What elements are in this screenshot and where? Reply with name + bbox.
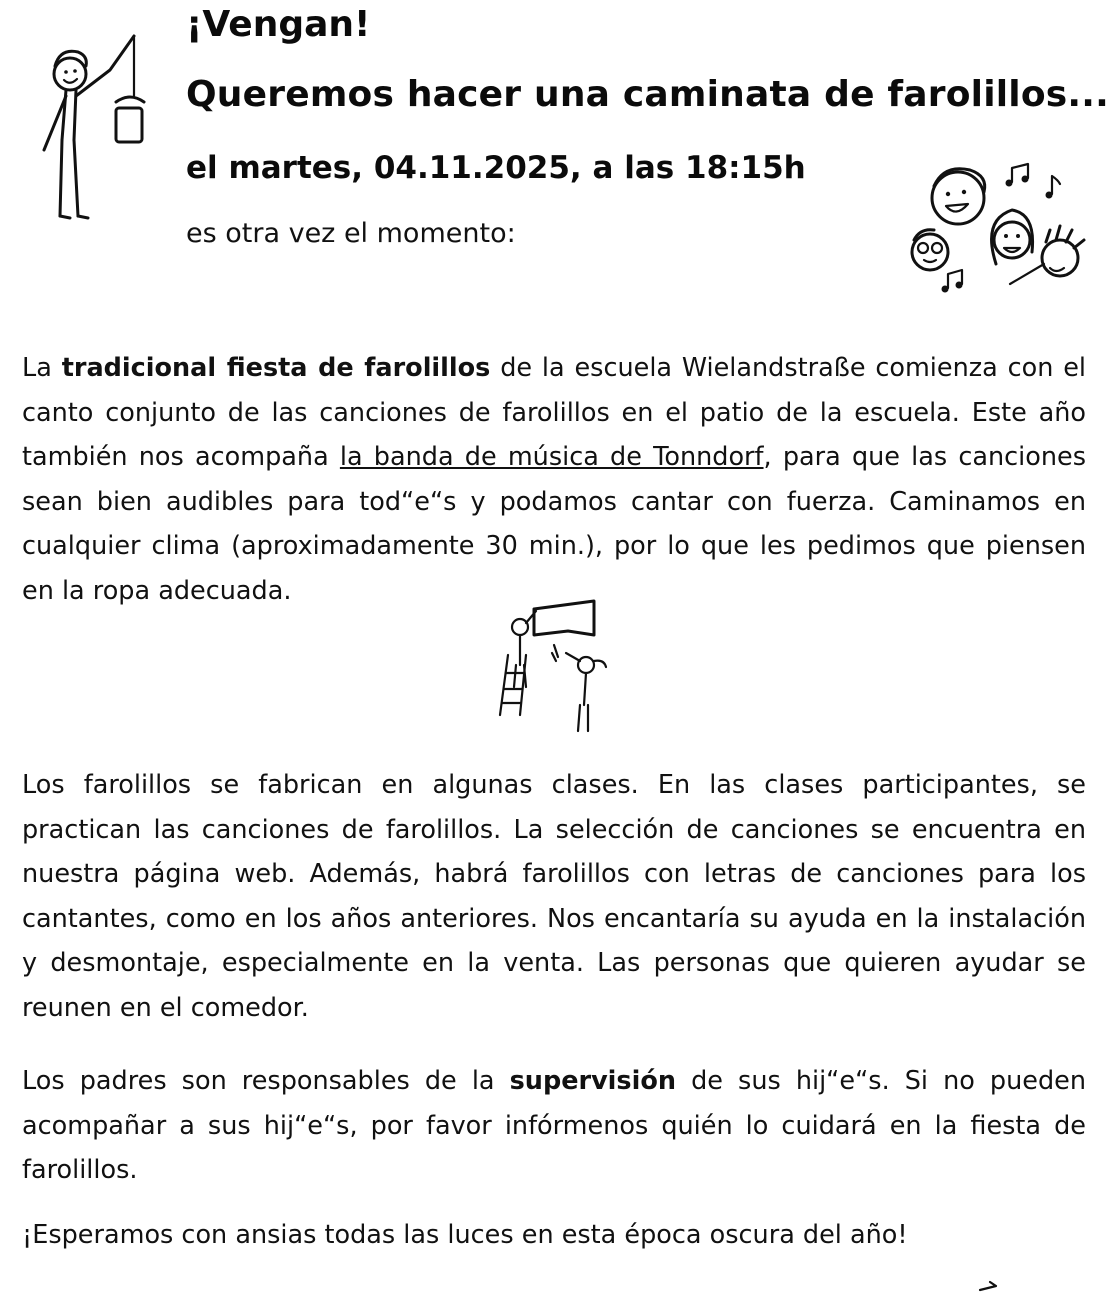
- supervision-text-a: Los padres son responsables de la: [22, 1066, 510, 1096]
- event-date: el martes, 04.11.2025, a las 18:15h: [186, 150, 806, 186]
- paragraph-supervision: [22, 1059, 1086, 1193]
- page-title: Queremos hacer una caminata de farolillos...: [186, 74, 1110, 115]
- singing-children-icon: [900, 160, 1095, 300]
- greeting-heading: ¡Vengan!: [186, 4, 371, 45]
- paragraph-lanterns: Los farolillos se fabrican en algunas clases. En las clases participantes, se practican las canciones de farolillos. La selección de canciones se encuentra en nuestra página web. Además, habrá farolillos con letras de canciones para los cantantes, como en los años anteriores. Nos encantaría su ayuda en la instalación y desmontaje, especialmente en la venta. Las personas que quieren ayudar se reunen en el comedor.: [22, 770, 1086, 1023]
- closing-line: ¡Esperamos con ansias todas las luces en esta época oscura del año!: [22, 1220, 908, 1250]
- arrow-right-icon: [978, 1282, 1018, 1294]
- lantern-man-icon: [30, 30, 150, 230]
- band-link[interactable]: la banda de música de Tonndorf: [339, 442, 764, 472]
- bold-supervision: supervisión: [509, 1066, 677, 1096]
- supervision-text-b: de sus hij“e“s. Si no pueden acompañar a sus hij“e“s, por favor infórmenos quién lo cuidará en la fiesta de farolillos.: [22, 1066, 1086, 1185]
- intro-text-b: , para que las canciones sean bien audibles para tod“e“s y podamos cantar con fuerza. Caminamos en cualquier clima (aproximadamente 30 min.), por lo que les pedimos que piensen en la ropa adecuada.: [22, 442, 1086, 606]
- bold-phrase: tradicional fiesta de farolillos: [61, 353, 491, 383]
- paragraph-intro: [22, 346, 1086, 613]
- intro-text-a: de la escuela Wielandstraße comienza con el canto conjunto de las canciones de farolillos en el patio de la escuela. Este año también nos acompaña: [22, 353, 1086, 472]
- lead-text: es otra vez el momento:: [186, 218, 516, 249]
- banner-hanging-icon: [490, 595, 630, 740]
- intro-text: La: [22, 353, 62, 383]
